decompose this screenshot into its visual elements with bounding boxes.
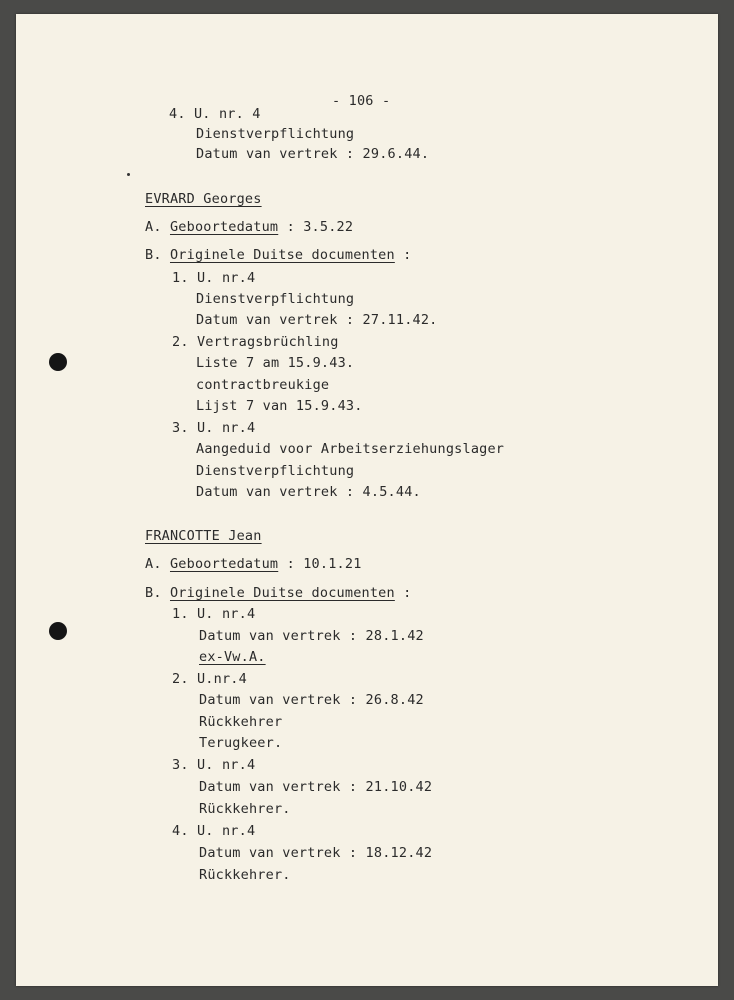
francotte-item-line: 3. U. nr.4 xyxy=(172,757,256,773)
evrard-documents-heading: B. Originele Duitse documenten : xyxy=(145,247,412,263)
francotte-item-line: Datum van vertrek : 28.1.42 xyxy=(199,628,424,644)
evrard-item-line: Lijst 7 van 15.9.43. xyxy=(196,398,363,414)
francotte-item-line: 4. U. nr.4 xyxy=(172,823,256,839)
birthdate-value: : 10.1.21 xyxy=(278,556,362,572)
top-entry-line-2: Dienstverpflichtung xyxy=(196,126,355,142)
punch-hole-top xyxy=(49,353,67,371)
evrard-item-line: 3. U. nr.4 xyxy=(172,420,256,436)
documents-label: Originele Duitse documenten xyxy=(169,585,395,601)
francotte-item-line: 1. U. nr.4 xyxy=(172,606,256,622)
francotte-item-line: Rückkehrer xyxy=(199,714,283,730)
francotte-item-line: ex-Vw.A. xyxy=(199,649,266,665)
francotte-item-line: Rückkehrer. xyxy=(199,867,291,883)
evrard-item-line: 1. U. nr.4 xyxy=(172,270,256,286)
punch-hole-bottom xyxy=(49,622,67,640)
evrard-item-line: Dienstverpflichtung xyxy=(196,291,355,307)
francotte-item-line: Terugkeer. xyxy=(199,735,283,751)
francotte-item-line: 2. U.nr.4 xyxy=(172,671,247,687)
evrard-item-line: 2. Vertragsbrüchling xyxy=(172,334,339,350)
top-entry-line-3: Datum van vertrek : 29.6.44. xyxy=(196,146,430,162)
birthdate-label: Geboortedatum xyxy=(169,219,279,235)
evrard-item-line: contractbreukige xyxy=(196,377,330,393)
person-name-evrard: EVRARD Georges xyxy=(145,191,262,207)
evrard-birthdate-line: A. Geboortedatum : 3.5.22 xyxy=(145,219,354,235)
evrard-item-line: Datum van vertrek : 4.5.44. xyxy=(196,484,421,500)
page-number: - 106 - xyxy=(332,93,391,109)
evrard-item-line: Liste 7 am 15.9.43. xyxy=(196,355,355,371)
evrard-item-line: Aangeduid voor Arbeitserziehungslager xyxy=(196,441,505,457)
evrard-item-line: Dienstverpflichtung xyxy=(196,463,355,479)
person-name-francotte: FRANCOTTE Jean xyxy=(145,528,262,544)
francotte-item-line: Datum van vertrek : 18.12.42 xyxy=(199,845,433,861)
stray-mark xyxy=(127,173,130,176)
francotte-item-line: Datum van vertrek : 21.10.42 xyxy=(199,779,433,795)
birthdate-label: Geboortedatum xyxy=(169,556,279,572)
francotte-item-line: Rückkehrer. xyxy=(199,801,291,817)
documents-label: Originele Duitse documenten xyxy=(169,247,395,263)
top-entry-line-1: 4. U. nr. 4 xyxy=(169,106,261,122)
francotte-birthdate-line: A. Geboortedatum : 10.1.21 xyxy=(145,556,362,572)
evrard-item-line: Datum van vertrek : 27.11.42. xyxy=(196,312,438,328)
francotte-item-line: Datum van vertrek : 26.8.42 xyxy=(199,692,424,708)
birthdate-value: : 3.5.22 xyxy=(278,219,354,235)
francotte-documents-heading: B. Originele Duitse documenten : xyxy=(145,585,412,601)
